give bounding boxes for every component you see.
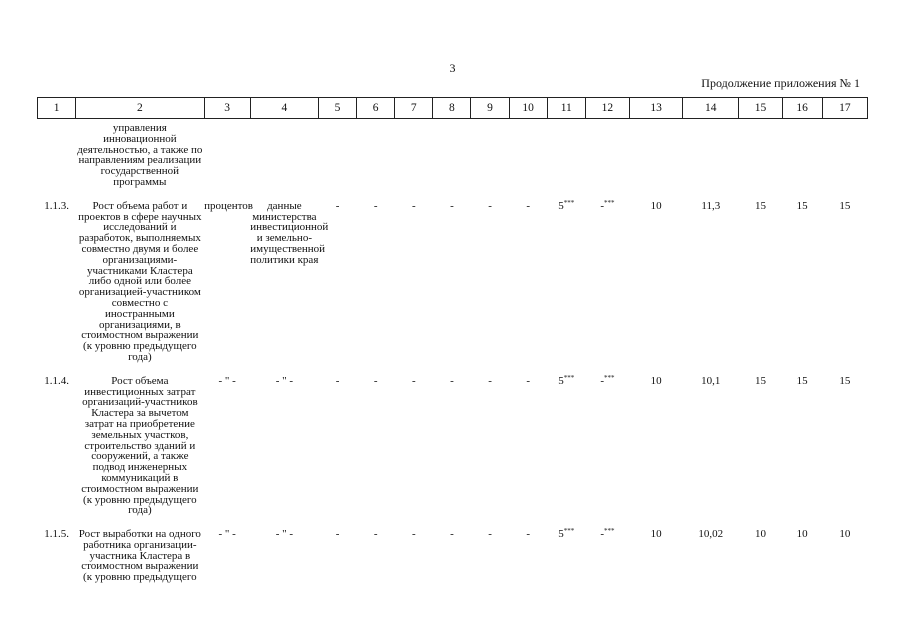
value-text: - (600, 528, 604, 541)
column-header: 14 (683, 98, 739, 119)
column-header: 6 (357, 98, 395, 119)
value-text: 5 (558, 199, 564, 212)
value-cell: - (450, 199, 454, 212)
row-number: 1.1.4. (44, 374, 69, 387)
column-header: 3 (204, 98, 250, 119)
indicator-name-continued: управления инновационной деятельностью, а также по направлениям реализации государственной программы (77, 122, 203, 188)
value-cell: 10 (839, 528, 851, 541)
column-header: 7 (395, 98, 433, 119)
column-header: 13 (630, 98, 683, 119)
value-cell (547, 363, 585, 516)
value-cell: - (335, 528, 340, 541)
value-cell: - (335, 374, 340, 387)
footnote-mark: *** (563, 527, 575, 536)
value-cell: 15 (839, 199, 851, 212)
value-cell: 15 (796, 374, 808, 387)
table-row (38, 188, 868, 363)
table-row (38, 516, 868, 583)
indicator-name: Рост объема работ и проектов в сфере научных исследований и разработок, выполняемых совместно двумя и более организациями-участниками Кластера либо одной или более организацией-участником совместно с иностранными организациями, в стоимостном выражении (к уровню предыдущего года) (78, 199, 202, 363)
column-header: 12 (585, 98, 629, 119)
value-cell: - (335, 199, 340, 212)
value-cell: 10 (754, 528, 766, 541)
column-header: 15 (739, 98, 782, 119)
value-cell: 10 (650, 199, 662, 212)
row-number: 1.1.5. (44, 528, 69, 541)
column-header: 17 (822, 98, 867, 119)
value-cell: - (526, 374, 530, 387)
indicator-name: Рост выработки на одного работника организации-участника Кластера в стоимостном выражении (к уровню предыдущего (78, 528, 201, 584)
value-cell: 15 (754, 374, 766, 387)
value-cell: - (411, 199, 416, 212)
value-cell: 10 (796, 528, 808, 541)
footnote-mark: *** (563, 198, 575, 207)
value-cell: - (450, 528, 454, 541)
value-cell: 11,3 (701, 199, 721, 212)
column-header: 10 (509, 98, 547, 119)
indicators-table (37, 97, 868, 583)
page-number: 3 (449, 61, 456, 75)
value-text: 5 (558, 528, 564, 541)
value-cell (585, 363, 629, 516)
value-cell: - (488, 374, 492, 387)
column-header: 4 (250, 98, 318, 119)
column-header: 9 (471, 98, 509, 119)
value-text: - (600, 374, 604, 387)
unit-cell: процентов (204, 199, 253, 212)
value-text: 5 (558, 374, 564, 387)
value-text: - (600, 199, 604, 212)
value-cell: - (373, 199, 378, 212)
column-header: 16 (782, 98, 822, 119)
table-row-continued (38, 119, 868, 188)
column-header: 1 (38, 98, 76, 119)
value-cell: 10 (650, 374, 662, 387)
value-cell: - (373, 374, 378, 387)
footnote-mark: *** (604, 373, 615, 382)
footnote-mark: *** (604, 527, 615, 536)
value-cell: - (450, 374, 454, 387)
header-row (38, 98, 868, 119)
value-cell: 10,1 (701, 374, 721, 387)
appendix-continuation-label: Продолжение приложения № 1 (701, 76, 860, 90)
footnote-mark: *** (604, 198, 615, 207)
value-cell: - (526, 199, 530, 212)
value-cell: - (526, 528, 530, 541)
value-cell: 10 (650, 528, 662, 541)
value-cell (585, 516, 629, 583)
value-cell: - (488, 528, 492, 541)
table-row (38, 363, 868, 516)
unit-cell: - " - (218, 374, 236, 387)
value-cell: 10,02 (698, 528, 724, 541)
value-cell: - (488, 199, 492, 212)
value-cell: 15 (754, 199, 766, 212)
unit-cell: - " - (218, 528, 236, 541)
source-cell: данные министерства инвестиционной и земельно-имущественной политики края (250, 199, 329, 266)
value-cell (547, 516, 585, 583)
source-cell: - " - (275, 528, 294, 541)
value-cell: - (411, 528, 416, 541)
value-cell: 15 (839, 374, 851, 387)
row-number: 1.1.3. (44, 199, 69, 212)
value-cell: - (373, 528, 378, 541)
column-header: 2 (76, 98, 204, 119)
value-cell (585, 188, 629, 363)
footnote-mark: *** (563, 373, 575, 382)
indicator-name: Рост объема инвестиционных затрат организаций-участников Кластера за вычетом затрат на приобретение земельных участков, строительство зданий и сооружений, а также подвод инженерных коммуникаций в стоимостном выражении (к уровню предыдущего года) (81, 374, 199, 517)
column-header: 8 (433, 98, 471, 119)
value-cell (547, 188, 585, 363)
value-cell: - (411, 374, 416, 387)
column-header: 11 (547, 98, 585, 119)
source-cell: - " - (275, 374, 294, 387)
column-header: 5 (318, 98, 356, 119)
value-cell: 15 (796, 199, 808, 212)
